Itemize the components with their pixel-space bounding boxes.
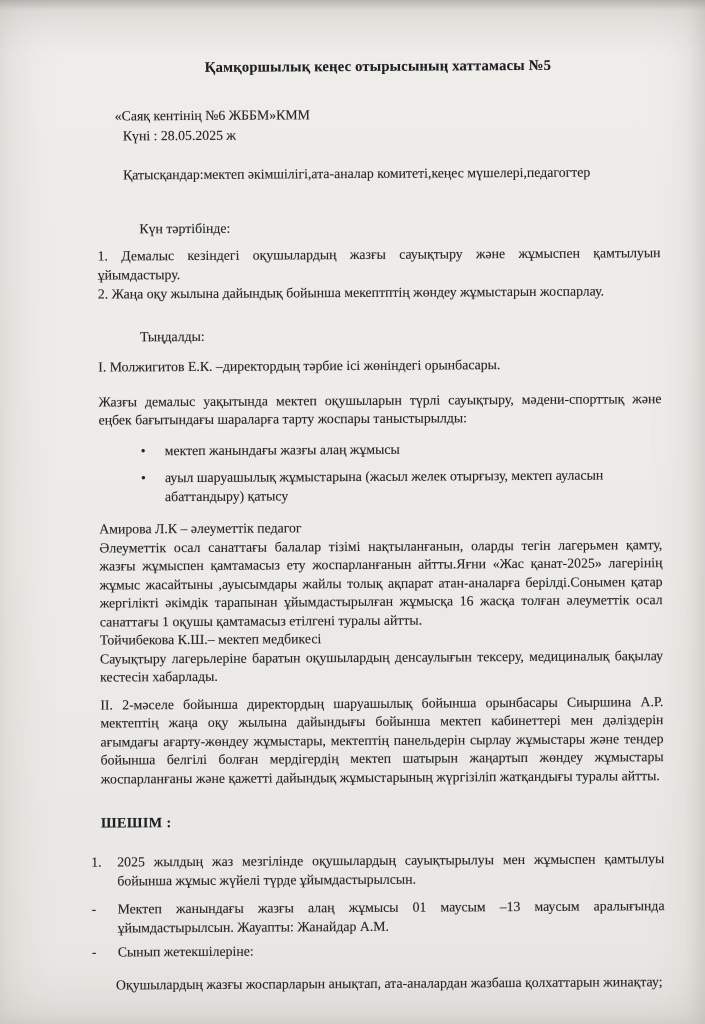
bullet-text: мектеп жанындағы жазғы алаң жұмысы [164,441,400,459]
bullet-icon: • [140,443,146,459]
decision-item-3 [90,940,665,962]
bullet-icon: • [140,470,146,486]
speaker2-title: Амирова Л.К – әлеуметтік педагог [99,520,302,537]
agenda-item-1: 1. Демалыс кезіндегі оқушылардың жазғы сауықтыру және жұмыспен қамтылуын ұйымдастыру. [97,245,661,283]
speaker3-title: Тойчибекова К.Ш.– мектеп медбикесі [99,631,322,648]
date-line: Күні : 28.05.2025 ж [122,127,236,144]
heard-heading: Тыңдалды: [140,328,205,345]
section2-paragraph: ІІ. 2-мәселе бойынша директордың шаруашылық бойынша орынбасары Сиыршина А.Р. мектептің жаңа оқу жылына дайындығы бойынша мектеп кабинеттері мен дәліздерін ағымдағы ағарту-жөндеу жұмыстары, мектептің панельдерін сырлау жұмыстары және тендер бойынша белгілі болған мердігердің мектеп шатырын жаңартып жөндеу жұмыстары жоспарланғаны және қажетті дайындық жұмыстарының жүргізіліп жатқандығы туралы айтты. [100,693,664,787]
speaker2-summary: Әлеуметтік осал санаттағы балалар тізімі нақтыланғанын, оларды тегін лагерьмен қамту, жазғы жұмыспен қамтамасыз ету жоспарланғанын айтты.Яғни «Жас қанат-2025» лагерінің жұмыс жасайтыны ,ауысымдары жайлы толық ақпарат атан-аналарға берілді.Сонымен қатар жергілікті әкімдік тарапынан ұйымдастырылған жұмысқа 16 жасқа толған әлеуметтік осал санаттағы 1 оқушы қамтамасыз етілгені туралы айтты. [99,536,663,630]
final-instruction: Оқушылардың жазғы жоспарларын анықтап, ата-аналардан жазбаша қолхаттарын жинақтау; [115,973,663,993]
bullet-text: ауыл шаруашылық жұмыстарына (жасыл желек отырғызу, мектеп ауласын абаттандыру) қатысу [164,467,604,504]
decision-item-text: Мектеп жанындағы жазғы алаң жұмысы 01 маусым –13 маусым аралығында ұйымдастырылсын. Жауапты: Жанайдар А.М. [117,898,665,936]
speaker1-summary: Жазғы демалыс уақытында мектеп оқушыларын түрлі сауықтыру, мәдени-спорттық және еңбек бағытындағы шараларға тарту жоспары таныстырылды: [98,391,662,428]
speaker3-summary: Сауықтыру лагерьлеріне баратын оқушылардың денсаулығын тексеру, медициналық бақылау кестесін хабарлады. [99,647,664,685]
participants-line: Қатысқандар:мектеп әкімшілігі,ата-аналар комитеті,кеңес мүшелері,педагогтер [123,164,591,182]
bullet-item-agriculture-works [141,467,632,507]
decision-item-text: Сынып жетекшілеріне: [117,943,254,960]
agenda-heading: Күн тәртібінде: [139,220,231,237]
decision-item-marker: - [91,944,97,960]
decision-item-text: 2025 жылдың жаз мезгілінде оқушылардың сауықтырылуы мен жұмыспен қамтылуы бойынша жұмыс жүйелі түрде ұйымдастырылсын. [117,851,665,889]
decision-item-2 [89,897,664,937]
bullet-item-summer-playground [141,439,632,460]
agenda-item-2: 2. Жаңа оқу жылына дайындық бойынша мекептптің жөндеу жұмыстарын жоспарлау. [97,283,605,303]
speaker1-title: І. Молжигитов Е.К. –директордың тәрбие ісі жөніндегі орынбасары. [98,357,501,375]
organization-line: «Саяқ кентінің №6 ЖББМ»КММ [114,106,310,124]
document-title: Қамқоршылық кеңес отырысының хаттамасы №5 [204,57,552,76]
decision-item-marker: 1. [91,854,102,870]
decision-item-marker: - [91,901,97,917]
decision-heading: ШЕШІМ : [100,815,172,832]
decision-item-1 [89,850,664,890]
